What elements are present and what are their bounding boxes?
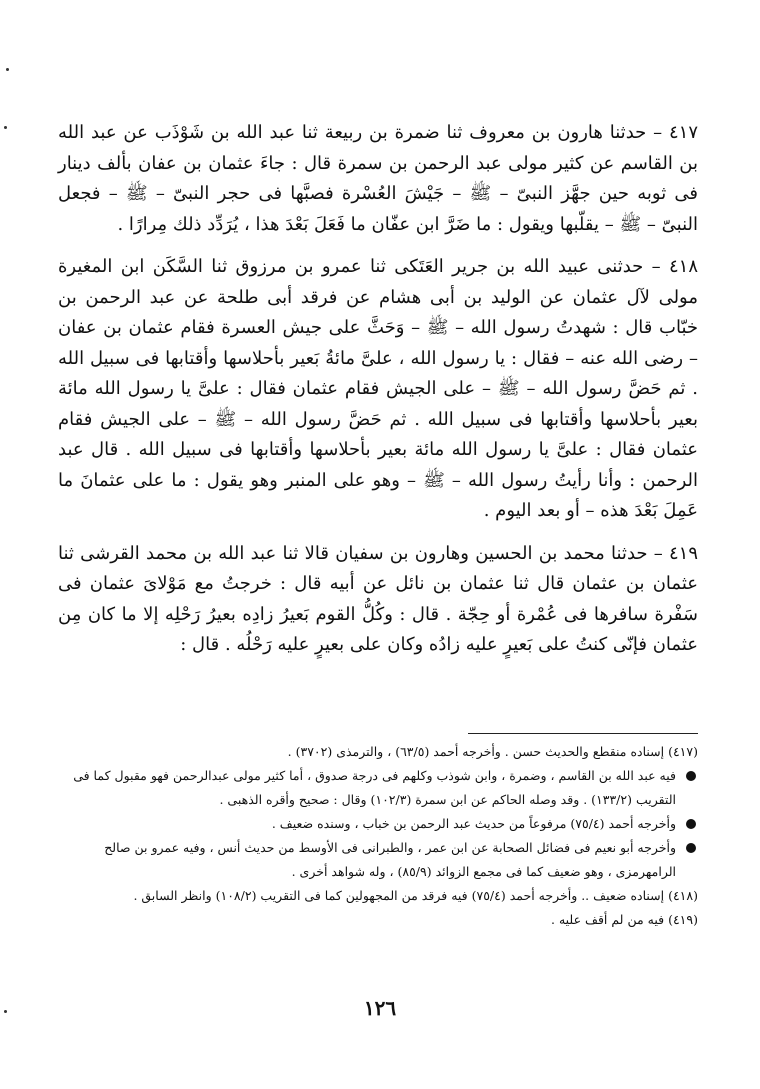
footnote-divider	[468, 733, 698, 734]
hadith-419: ٤١٩ – حدثنا محمد بن الحسين وهارون بن سفيان قالا ثنا عبد الله بن محمد القرشى ثنا عثمان بن عثمان قال ثنا عثمان بن نائل عن أبيه قال : خرجتُ مع مَوْلاىَ عثمان فى سَفْرة سافرها فى عُمْرة أو حِجّة . قال : وكُلُّ القوم بَعيرُ زادِه بعيرُ رَحْلِه إلا ما كان مِن عثمان فإنّى كنتُ على بَعيرٍ عليه زادُه وكان على بعيرٍ عليه رَحْلُه . قال :	[58, 542, 698, 655]
footnote-bullet-2	[58, 812, 698, 836]
scan-speck	[6, 68, 9, 71]
hadith-418: ٤١٨ – حدثنى عبيد الله بن جرير العَتَكى ثنا عمرو بن مرزوق ثنا السَّكَن ابن المغيرة مولى لآل عثمان عن الوليد بن أبى هشام عن فرقد أبى طلحة عن عبد الرحمن بن خبّاب قال : شهدتُ رسول الله – ﷺ – وَحَثَّ على جيش العسرة فقام عثمان بن عفان – رضى الله عنه – فقال : يا رسول الله ، علىَّ مائةُ بَعير بأحلاسها وأقتابها فى سبيل الله . ثم حَضَّ رسول الله – ﷺ – على الجيش فقام عثمان فقال : علىَّ يا رسول الله مائة بعير بأحلاسها وأقتابها فى سبيل الله . ثم حَضَّ رسول الله – ﷺ – على الجيش فقام عثمان فقال : علىَّ يا رسول الله مائة بعير بأحلاسها وأقتابها فى سبيل الله . قال عبد الرحمن : وأنا رأيتُ رسول الله – ﷺ – وهو على المنبر وهو يقول : ما على عثمانَ ما عَمِلَ بَعْدَ هذه – أو بعد اليوم .	[58, 256, 698, 521]
footnotes	[58, 740, 698, 932]
bullet-icon	[686, 843, 696, 853]
footnote-bullet-text: وأخرجه أحمد (٧٥/٤) مرفوعاً من حديث عبد الرحمن بن خباب ، وسنده ضعيف .	[271, 816, 676, 831]
scan-speck	[4, 126, 7, 129]
hadith-417: ٤١٧ – حدثنا هارون بن معروف ثنا ضمرة بن ربيعة ثنا عبد الله بن شَوْذَب عن عبد الله بن القاسم عن كثير مولى عبد الرحمن بن سمرة قال : جاءَ عثمان بن عفان بألف دينار فى ثوبه حين جهَّز النبىّ – ﷺ – جَيْشَ العُسْرة فصبَّها فى حجر النبىّ – ﷺ – فجعل النبىّ – ﷺ – يقلّبها ويقول : ما ضَرَّ ابن عفّان ما فَعَلَ بَعْدَ هذا ، يُرَدِّد ذلك مِرارًا .	[58, 122, 698, 235]
footnote-419: (٤١٩) فيه من لم أقف عليه .	[551, 912, 698, 927]
footnote-bullet-text: فيه عبد الله بن القاسم ، وضمرة ، وابن شوذب وكلهم فى درجة صدوق ، أما كثير مولى عبدالرحمن فهو مقبول كما فى التقريب (١٣٣/٢) . وقد وصله الحاكم عن ابن سمرة (١٠٢/٣) وقال : صحيح وأقره الذهبى .	[73, 768, 676, 807]
bullet-icon	[686, 771, 696, 781]
main-text	[58, 118, 698, 673]
bullet-icon	[686, 819, 696, 829]
page-number: ١٢٦	[363, 996, 397, 1020]
footnote-417: (٤١٧) إسناده منقطع والحديث حسن . وأخرجه أحمد (٦٣/٥) ، والترمذى (٣٧٠٢) .	[287, 744, 698, 759]
footnote-bullet-3	[58, 836, 698, 884]
footnote-bullet-1	[58, 764, 698, 812]
footnote-bullet-text: وأخرجه أبو نعيم فى فضائل الصحابة عن ابن عمر ، والطبرانى فى الأوسط من حديث أنس ، وفيه عمرو بن صالح الرامهرمزى ، وهو ضعيف كما فى مجمع الزوائد (٨٥/٩) ، وله شواهد أخرى .	[104, 840, 676, 879]
footnote-418: (٤١٨) إسناده ضعيف .. وأخرجه أحمد (٧٥/٤) فيه فرقد من المجهولين كما فى التقريب (١٠٨/٢) وانظر السابق .	[133, 888, 698, 903]
